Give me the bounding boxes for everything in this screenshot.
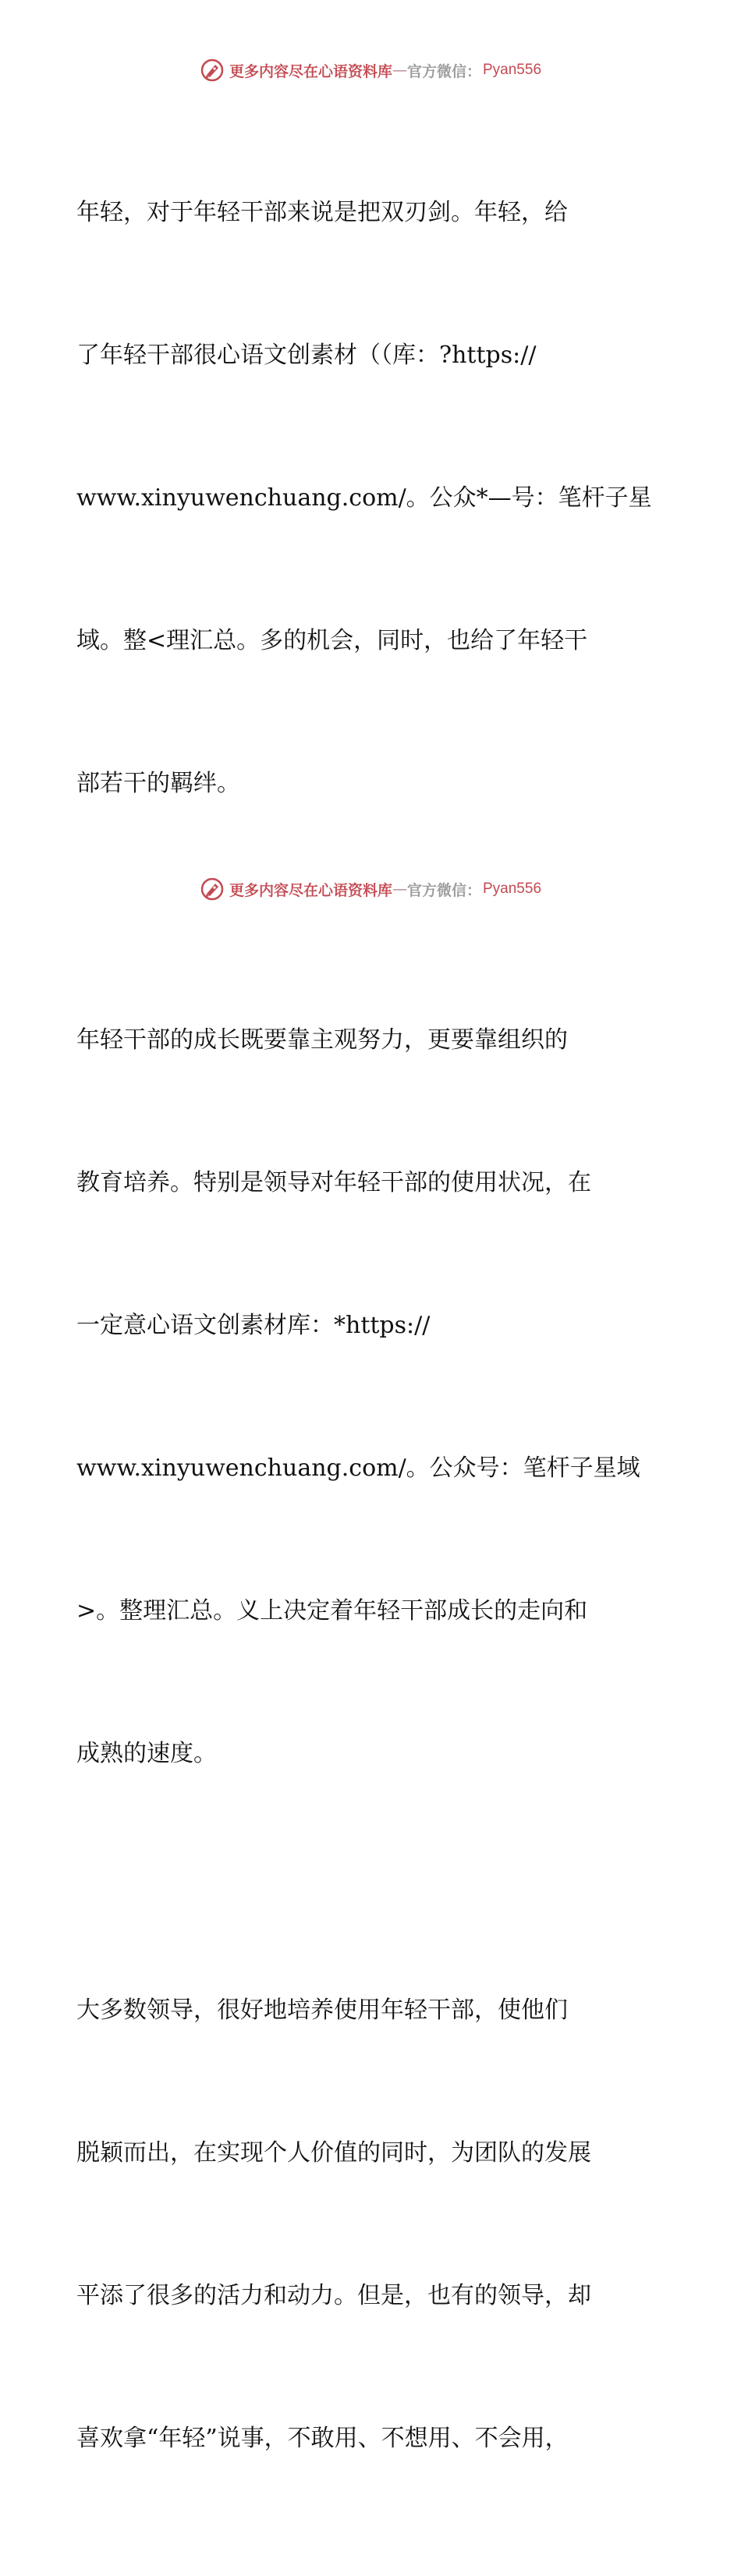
text-line: 了年轻干部很心语文创素材（（库：?https:// [76,342,537,369]
paragraph-1 [76,94,669,902]
footer-banner [0,873,741,905]
text-line: www.xinyuwenchuang.com/。公众*—号：笔杆子星 [76,484,652,512]
text-line: 部若干的羁绊。 [76,770,240,797]
text-line: >。整理汇总。义上决定着年轻干部成长的走向和 [76,1597,588,1625]
text-line: 脱颖而出，在实现个人价值的同时，为团队的发展 [76,2139,591,2167]
banner-promo-text: 更多内容尽在心语资料库 [229,62,392,80]
banner-promo-text: 更多内容尽在心语资料库 [229,881,392,899]
text-line: 平添了很多的活力和动力。但是，也有的领导，却 [76,2282,591,2309]
text-line: 教育培养。特别是领导对年轻干部的使用状况，在 [76,1169,591,1196]
text-line: 年轻干部的成长既要靠主观努力，更要靠组织的 [76,1026,568,1054]
document-body [76,94,669,2576]
banner-wechat-id: Pyan556 [483,881,542,897]
pen-nib-logo-icon [200,877,225,902]
text-line: www.xinyuwenchuang.com/。公众号：笔杆子星域 [76,1455,640,1482]
text-line: 域。整<理汇总。多的机会，同时，也给了年轻干 [76,627,588,654]
paragraph-2 [76,921,669,1873]
text-line: 年轻，对于年轻干部来说是把双刃剑。年轻，给 [76,199,568,226]
text-line: 成熟的速度。 [76,1740,217,1767]
header-banner [0,55,741,86]
text-line: 大多数领导，很好地培养使用年轻干部，使他们 [76,1997,568,2024]
pen-nib-logo-icon [200,58,225,83]
banner-dash: — [392,62,407,79]
banner-contact-label: 官方微信： [406,881,481,899]
paragraph-3 [76,1891,669,2557]
banner-wechat-id: Pyan556 [483,62,542,78]
text-line: 一定意心语文创素材库：*https:// [76,1312,431,1339]
banner-contact-label: 官方微信： [406,62,481,80]
banner-dash: — [392,881,407,898]
text-line: 喜欢拿“年轻”说事，不敢用、不想用、不会用， [76,2425,569,2452]
